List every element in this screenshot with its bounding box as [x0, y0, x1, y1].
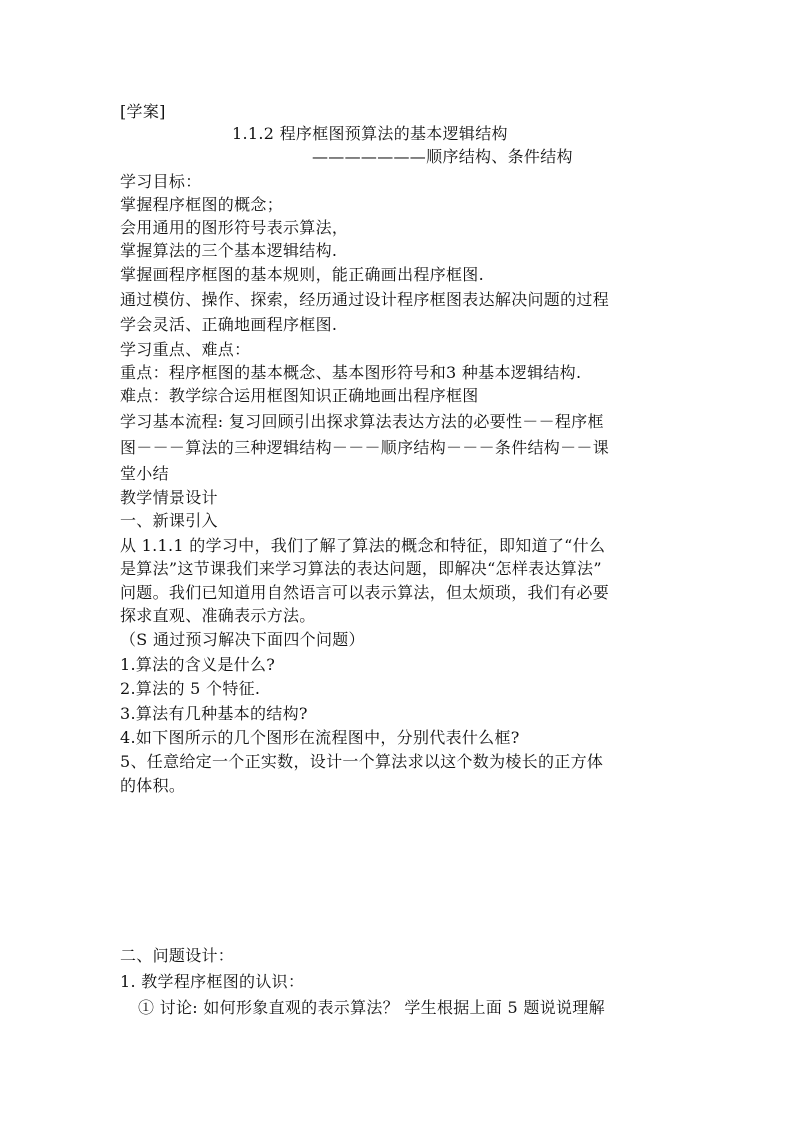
intro-line: 从 1.1.1 的学习中，我们了解了算法的概念和特征，即知道了“什么 [120, 536, 606, 555]
question-line: 4.如下图所示的几个图形在流程图中，分别代表什么框? [120, 728, 520, 747]
doc-subtitle: ———————顺序结构、条件结构 [312, 147, 573, 166]
question-line: 2.算法的 5 个特征. [120, 679, 261, 698]
intro-line: 问题。我们已知道用自然语言可以表示算法，但太烦琐，我们有必要 [120, 583, 610, 602]
objective-line: 会用通用的图形符号表示算法， [120, 218, 349, 237]
doc-tag: [学案] [120, 102, 166, 121]
objective-line: 掌握画程序框图的基本规则，能正确画出程序框图. [120, 265, 484, 284]
intro-line: 探求直观、准确表示方法。 [120, 606, 316, 625]
question-line: 1.算法的含义是什么? [120, 655, 276, 674]
design-heading: 教学情景设计 [120, 488, 218, 507]
flow-line: 图－－－算法的三种逻辑结构－－－顺序结构－－－条件结构－－课 [120, 438, 610, 457]
item1-subitem: ① 讨论: 如何形象直观的表示算法？ 学生根据上面 5 题说说理解 [138, 998, 605, 1017]
doc-title: 1.1.2 程序框图预算法的基本逻辑结构 [232, 124, 508, 143]
item1-line: 1. 教学程序框图的认识： [120, 972, 305, 991]
difficult-point: 难点：教学综合运用框图知识正确地画出程序框图 [120, 386, 479, 405]
objective-line: 掌握程序框图的概念； [120, 195, 284, 214]
key-points-heading: 学习重点、难点： [120, 340, 251, 359]
flow-line: 学习基本流程: 复习回顾引出探求算法表达方法的必要性－－程序框 [120, 412, 604, 431]
key-point: 重点：程序框图的基本概念、基本图形符号和3 种基本逻辑结构. [120, 363, 582, 382]
objective-line: 学会灵活、正确地画程序框图. [120, 315, 338, 334]
section2-heading: 二、问题设计： [120, 946, 235, 965]
intro-heading: 一、新课引入 [120, 511, 218, 530]
objectives-heading: 学习目标： [120, 172, 202, 191]
question-line: 的体积。 [120, 776, 186, 795]
intro-line: 是算法”这节课我们来学习算法的表达问题，即解决“怎样表达算法” [120, 559, 602, 578]
objective-line: 通过模仿、操作、探索，经历通过设计程序框图表达解决问题的过程 [120, 290, 610, 309]
flow-line: 堂小结 [120, 464, 169, 483]
preview-note: （S 通过预习解决下面四个问题） [120, 630, 365, 649]
question-line: 3.算法有几种基本的结构? [120, 704, 308, 723]
objective-line: 掌握算法的三个基本逻辑结构. [120, 241, 338, 260]
question-line: 5、任意给定一个正实数，设计一个算法求以这个数为棱长的正方体 [120, 752, 604, 771]
